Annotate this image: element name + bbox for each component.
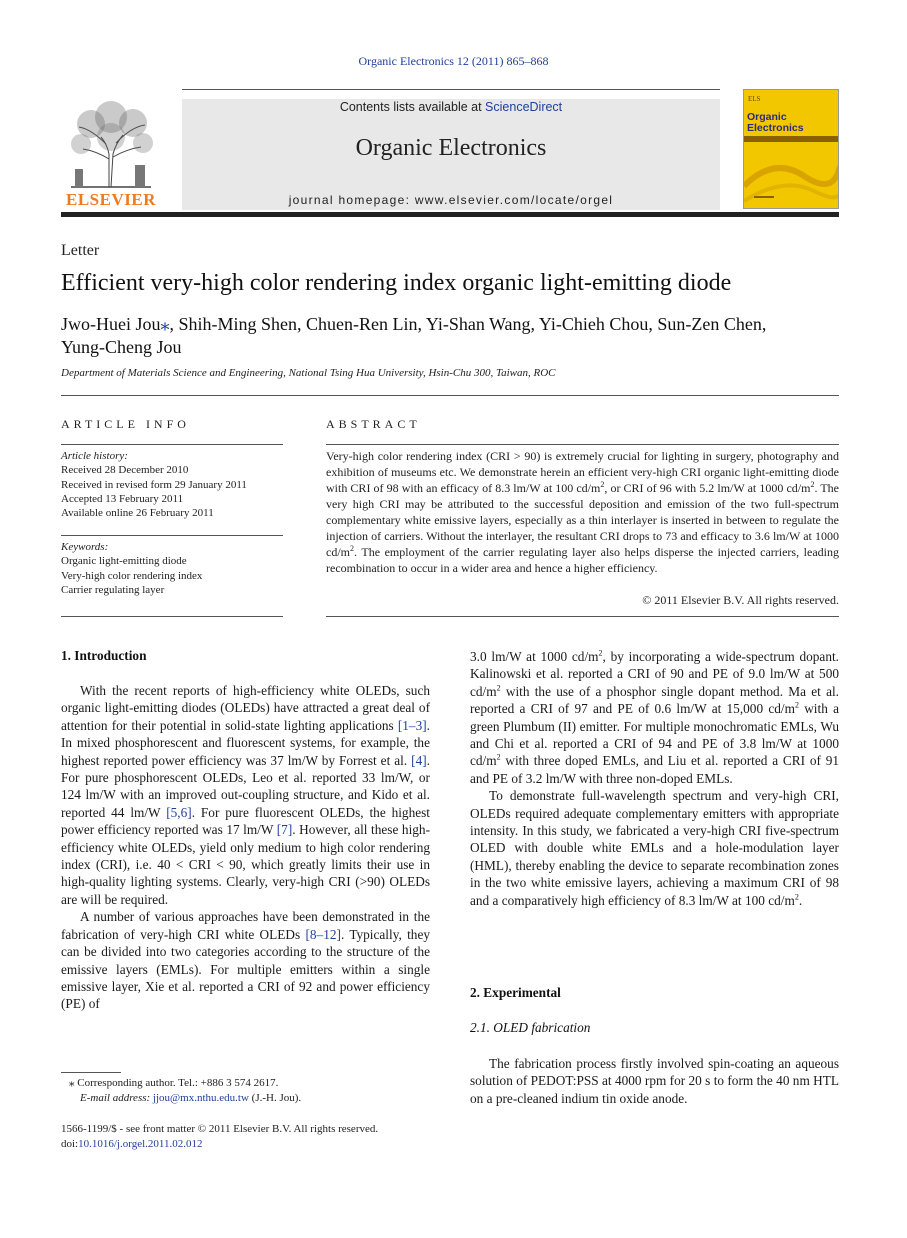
journal-name: Organic Electronics — [355, 135, 547, 161]
intro-paragraph-1: With the recent reports of high-efficiency white OLEDs, such organic light-emitting diodes (OLEDs) have attracted a great deal of attention for their potential in solid-state lighting applications [1–3]. In mixed phosphorescent and fluorescent systems, for example, the highest reported power efficiency was 37 lm/W by Forrest et al. [4]. For pure phosphorescent OLEDs, Leo et al. reported 33 lm/W, or 124 lm/W with an improved out-coupling structure, and Kido et al. reported 44 lm/W [5,6]. For pure fluorescent OLEDs, the highest power efficiency reported was 17 lm/W [7]. However, all these high-efficiency white OLEDs, yield only medium to high color rendering index (CRI), i.e. 40 < CRI < 90, which greatly limits their use in high-quality lighting systems. Clearly, very-high CRI (>90) OLEDs are will be required. — [61, 683, 430, 907]
header-top-rule — [182, 89, 720, 90]
article-history — [61, 449, 283, 520]
article-info-end-rule — [61, 616, 283, 617]
email-suffix: (J.-H. Jou). — [248, 1092, 302, 1104]
citation-link[interactable]: [1–3] — [397, 717, 427, 733]
section-heading-introduction: 1. Introduction — [61, 648, 147, 663]
body-left-column — [61, 682, 430, 1013]
footnote-rule — [61, 1072, 121, 1073]
cover-band — [744, 136, 839, 142]
cover-title: Organic Electronics — [747, 111, 804, 134]
article-title: Efficient very-high color rendering index organic light-emitting diode — [61, 270, 732, 296]
affiliation: Department of Materials Science and Engineering, National Tsing Hua University, Hsin-Chu 300, Taiwan, ROC — [61, 367, 556, 379]
citation-link[interactable]: [7] — [276, 822, 293, 838]
journal-reference[interactable]: Organic Electronics 12 (2011) 865–868 — [358, 54, 549, 68]
keywords — [61, 540, 283, 597]
sciencedirect-link[interactable]: ScienceDirect — [485, 100, 563, 114]
article-type: Letter — [61, 242, 100, 259]
abstract-end-rule — [326, 616, 839, 617]
title-rule — [61, 395, 839, 396]
intro-paragraph-2: A number of various approaches have been demonstrated in the fabrication of very-high CRI white OLEDs [8–12]. Typically, they can be divided into two categories according to the structure of the emissive layers (EMLs). For multiple emitters within a single emissive layer, Xie et al. reported a CRI of 92 and power efficiency (PE) of — [61, 909, 430, 1012]
keywords-rule — [61, 535, 283, 536]
contents-prefix: Contents lists available at — [339, 100, 486, 114]
keyword-item: Organic light-emitting diode — [61, 555, 187, 568]
author-list — [61, 313, 851, 359]
section-heading-experimental: 2. Experimental — [470, 985, 561, 1000]
issn-doi — [61, 1122, 430, 1152]
intro-paragraph-continued: 3.0 lm/W at 1000 $cd/m^2$, by incorporating a wide-spectrum dopant. Kalinowski et al. reported a CRI of 90 and PE of 9.0 lm/W at 500 $cd/m^2$ with the use of a phosphor single dopant method. Ma et al. reported a CRI of 97 and PE of 0.6 lm/W at 15,000 $cd/m^2$ with a green Plumbum (II) emitter. For multiple monochromatic EMLs, Wu and Chi et al. reported a CRI of 94 and PE of 3.8 lm/W at 1000 $cd/m^2$ with three doped EMLs, and Liu et al. reported a CRI of 91 and PE of 3.2 lm/W with three non-doped EMLs. — [470, 648, 839, 786]
abstract-rule — [326, 444, 839, 445]
issn-line: 1566-1199/$ - see front matter © 2011 Elsevier B.V. All rights reserved. — [61, 1123, 379, 1135]
doi-link[interactable]: 10.1016/j.orgel.2011.02.012 — [78, 1138, 203, 1150]
fabrication-paragraph: The fabrication process firstly involved spin-coating an aqueous solution of PEDOT:PSS at 4000 rpm for 20 s to form the 40 nm HTL on a pre-cleaned indium tin oxide anode. — [470, 1056, 839, 1106]
author-first[interactable]: Jwo-Huei Jou — [61, 314, 161, 334]
history-label: Article history: — [61, 450, 128, 462]
journal-cover-thumbnail[interactable] — [743, 89, 839, 209]
subsection-heading-fabrication: 2.1. OLED fabrication — [470, 1020, 591, 1035]
header-bottom-rule — [61, 212, 839, 217]
email-label: E-mail address: — [80, 1092, 153, 1104]
contents-line — [182, 100, 720, 114]
corresponding-author-mark[interactable]: ⁎ — [160, 314, 170, 334]
citation-link[interactable]: [5,6] — [166, 804, 192, 820]
elsevier-wordmark: ELSEVIER — [66, 190, 156, 209]
journal-homepage[interactable]: journal homepage: www.elsevier.com/locate/orgel — [288, 193, 614, 207]
history-item: Available online 26 February 2011 — [61, 507, 214, 520]
keyword-item: Carrier regulating layer — [61, 583, 165, 596]
keyword-item: Very-high color rendering index — [61, 569, 203, 582]
abstract-copyright: © 2011 Elsevier B.V. All rights reserved. — [642, 593, 839, 607]
history-item: Received 28 December 2010 — [61, 464, 189, 477]
intro-paragraph-3: To demonstrate full-wavelength spectrum and very-high CRI, OLEDs required adequate complementary emitters with appropriate intensity. In this study, we fabricated a very-high CRI five-spectrum OLED with double white EMLs and a hole-modulation layer (HML), thereby enabling the device to separate recombination zones in the two white emissive layers, achieving a maximum CRI of 98 and a comparatively high efficiency of 8.3 lm/W at 100 $cd/m^2$. — [470, 788, 839, 908]
cover-swirl-icon — [744, 146, 839, 206]
footnote — [61, 1076, 430, 1106]
doi-label: doi: — [61, 1138, 79, 1150]
history-item: Accepted 13 February 2011 — [61, 492, 184, 505]
body-right-column — [470, 648, 839, 909]
abstract-text: Very-high color rendering index (CRI > 90) is extremely crucial for lighting in surgery, photography and exhibition of museums etc. We demonstrate herein an efficient very-high CRI organic light-emitting diode with CRI of 98 with an efficacy of 8.3 lm/W at 100 $cd/m^2$, or CRI of 96 with 5.2 lm/W at 1000 $cd/m^2$. The very high CRI may be attributed to the successful deposition and emission of the two full-spectrum complementary white emissive layers, especially as a thin interlayer is inserted in between to regulate the injection of carriers. Without the interlayer, the resultant CRI drops to 73 and efficacy to 3.6 lm/W at 1000 $cd/m^2$. The employment of the carrier regulating layer also helps disperse the injected carriers, leading recombination to occur in a wider area and hence a higher efficiency. — [326, 449, 839, 575]
keywords-label: Keywords: — [61, 541, 109, 553]
citation-link[interactable]: [4] — [411, 752, 427, 768]
history-item: Received in revised form 29 January 2011 — [61, 478, 247, 491]
email-link[interactable]: jjou@mx.nthu.edu.tw — [152, 1092, 249, 1104]
cover-mark: ELS — [748, 95, 761, 103]
article-info-rule — [61, 444, 283, 445]
abstract-heading: ABSTRACT — [326, 417, 421, 431]
author-rest: , Shih-Ming Shen, Chuen-Ren Lin, Yi-Shan Wang, Yi-Chieh Chou, Sun-Zen Chen, — [169, 314, 767, 334]
author-line2: Yung-Cheng Jou — [61, 337, 182, 357]
fabrication-text — [470, 1055, 839, 1107]
corresponding-author-note: ⁎ Corresponding author. Tel.: +886 3 574 2617. — [69, 1077, 279, 1089]
article-info-heading: ARTICLE INFO — [61, 417, 190, 431]
citation-link[interactable]: [8–12] — [305, 926, 341, 942]
